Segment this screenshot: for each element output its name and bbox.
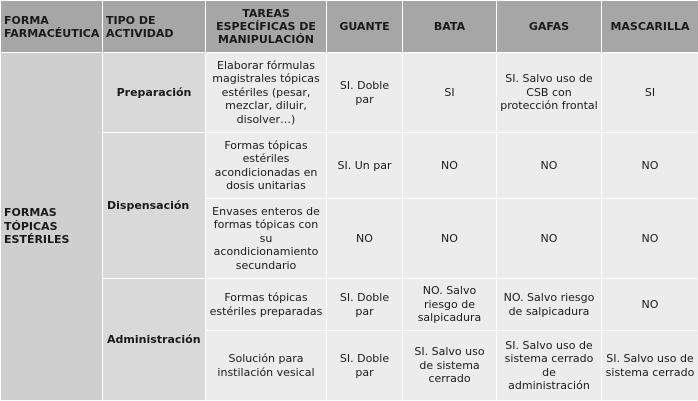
mascarilla-cell: SI: [602, 53, 698, 133]
header-forma: FORMA FARMACÉUTICA: [1, 1, 103, 53]
tarea-cell: Envases enteros de formas tópicas con su acondicionamiento secundario: [206, 199, 327, 279]
guante-cell: SI. Doble par: [327, 331, 403, 401]
header-guante: GUANTE: [327, 1, 403, 53]
guante-cell: SI. Doble par: [327, 279, 403, 331]
mascarilla-cell: SI. Salvo uso de sistema cerrado: [602, 331, 698, 401]
actividad-cell: Dispensación: [103, 133, 206, 279]
table-row: [1, 279, 698, 331]
mascarilla-cell: NO: [602, 279, 698, 331]
actividad-cell: Preparación: [103, 53, 206, 133]
tarea-cell: Formas tópicas estériles preparadas: [206, 279, 327, 331]
actividad-cell: Administración: [103, 279, 206, 401]
gafas-cell: SI. Salvo uso de sistema cerrado de administración: [497, 331, 602, 401]
header-gafas: GAFAS: [497, 1, 602, 53]
bata-cell: NO: [403, 133, 497, 199]
tarea-cell: Solución para instilación vesical: [206, 331, 327, 401]
header-tipo: TIPO DE ACTIVIDAD: [103, 1, 206, 53]
bata-cell: SI. Salvo uso de sistema cerrado: [403, 331, 497, 401]
guante-cell: SI. Doble par: [327, 53, 403, 133]
header-mascarilla: MASCARILLA: [602, 1, 698, 53]
forma-group-cell: FORMAS TÓPICAS ESTÉRILES: [1, 53, 103, 401]
mascarilla-cell: NO: [602, 133, 698, 199]
header-row: [1, 1, 698, 53]
gafas-cell: SI. Salvo uso de CSB con protección frontal: [497, 53, 602, 133]
bata-cell: NO. Salvo riesgo de salpicadura: [403, 279, 497, 331]
guante-cell: NO: [327, 199, 403, 279]
header-tareas: TAREAS ESPECÍFICAS DE MANIPULACIÓN: [206, 1, 327, 53]
header-bata: BATA: [403, 1, 497, 53]
gafas-cell: NO: [497, 199, 602, 279]
table-row: [1, 53, 698, 133]
bata-cell: SI: [403, 53, 497, 133]
guante-cell: SI. Un par: [327, 133, 403, 199]
table-row: [1, 133, 698, 199]
tarea-cell: Elaborar fórmulas magistrales tópicas estériles (pesar, mezclar, diluir, disolver…): [206, 53, 327, 133]
tarea-cell: Formas tópicas estériles acondicionadas en dosis unitarias: [206, 133, 327, 199]
bata-cell: NO: [403, 199, 497, 279]
gafas-cell: NO: [497, 133, 602, 199]
mascarilla-cell: NO: [602, 199, 698, 279]
gafas-cell: NO. Salvo riesgo de salpicadura: [497, 279, 602, 331]
